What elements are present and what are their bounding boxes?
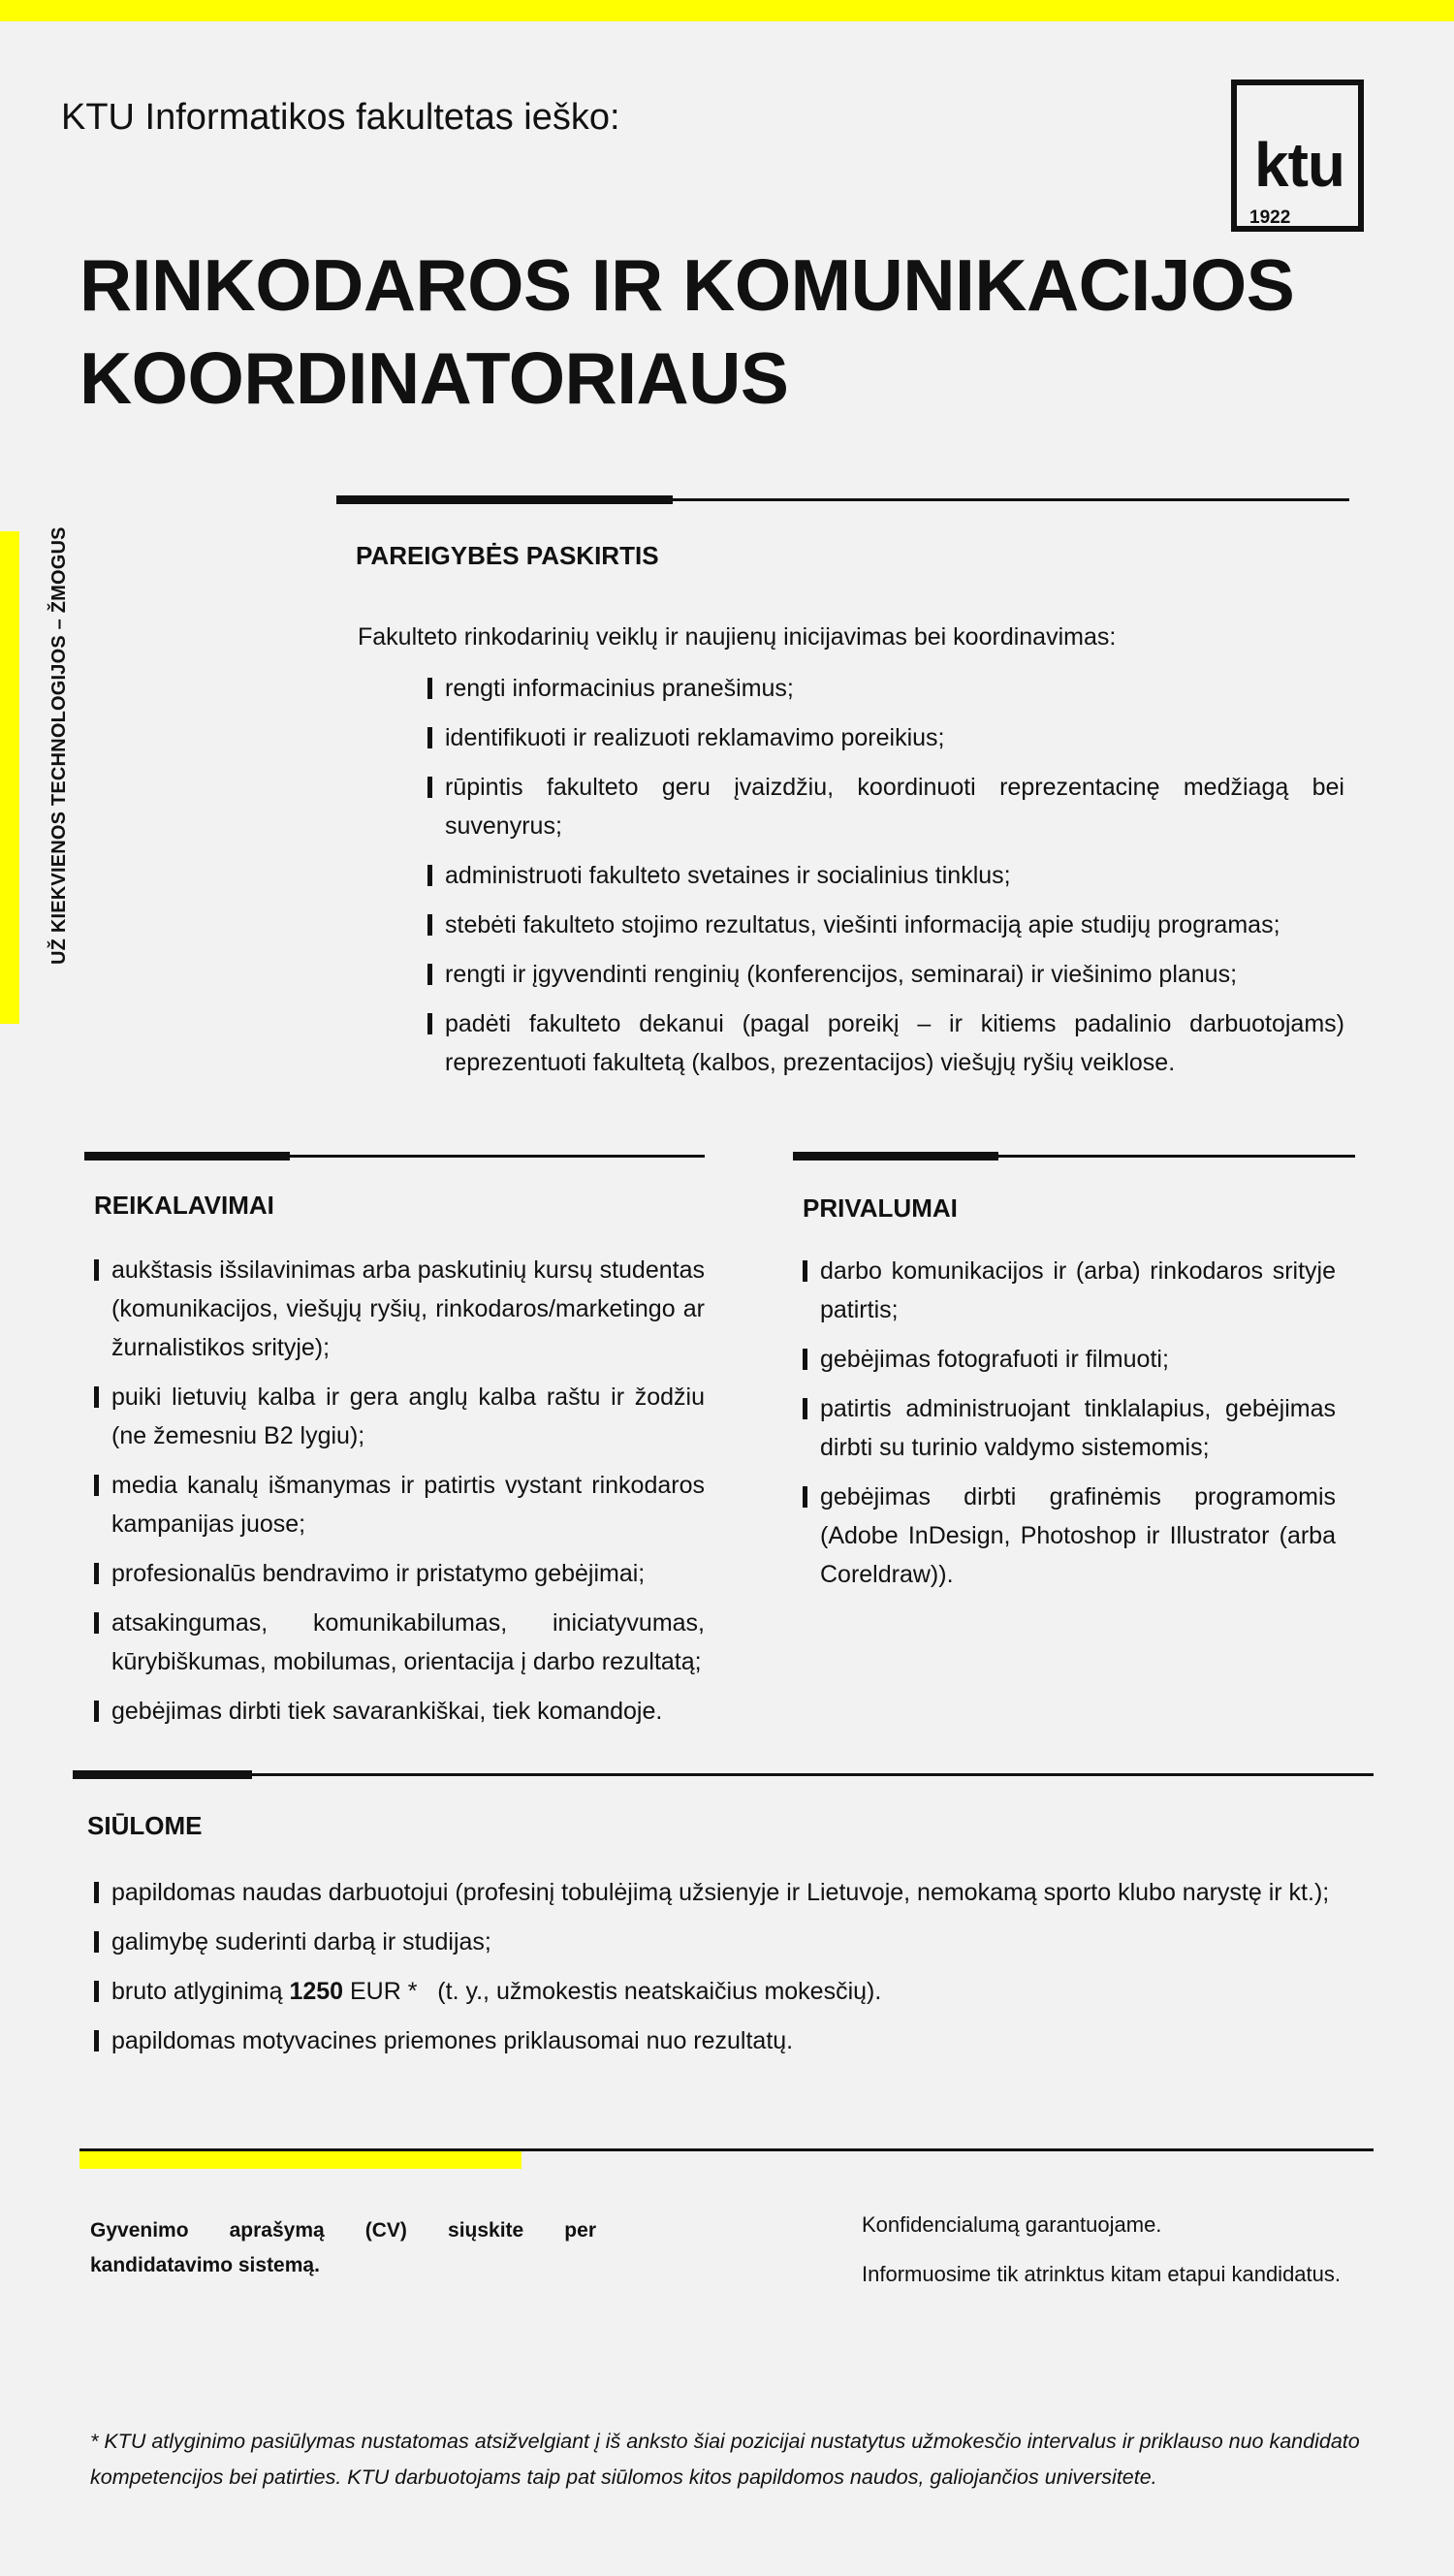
list-item: rūpintis fakulteto geru įvaizdžiu, koordinuoti reprezentacinę medžiagą bei suvenyrus;	[427, 768, 1344, 845]
divider-duties-accent	[336, 495, 673, 504]
page-title	[79, 239, 1294, 425]
logo-word: ktu	[1254, 130, 1344, 200]
offer-heading: SIŪLOME	[87, 1811, 203, 1840]
side-yellow-bar	[0, 531, 19, 1024]
list-item: rengti ir įgyvendinti renginių (konferencijos, seminarai) ir viešinimo planus;	[427, 955, 1344, 994]
advantages-heading: PRIVALUMAI	[803, 1193, 958, 1223]
offer-list	[94, 1873, 1374, 2071]
salary-footnote: * KTU atlyginimo pasiūlymas nustatomas atsižvelgiant į iš anksto šiai pozicijai nustatytus užmokesčio intervalus ir priklauso nuo kandidato kompetencijos bei patirties. KTU darbuotojams taip pat siūlomos kitos papildomos naudos, galiojančios universitete.	[90, 2430, 1360, 2489]
divider-advantages-accent	[793, 1152, 998, 1161]
top-yellow-bar	[0, 0, 1454, 21]
intro-text: KTU Informatikos fakultetas ieško:	[61, 97, 620, 138]
cv-instructions: Gyvenimo aprašymą (CV) siųskite per kandidatavimo sistemą.	[90, 2219, 596, 2276]
duties-heading: PAREIGYBĖS PASKIRTIS	[356, 541, 659, 570]
list-item: stebėti fakulteto stojimo rezultatus, viešinti informaciją apie studijų programas;	[427, 906, 1344, 944]
confidentiality-note: Konfidencialumą garantuojame.	[862, 2212, 1162, 2237]
list-item: patirtis administruojant tinklalapius, gebėjimas dirbti su turinio valdymo sistemomis;	[803, 1389, 1336, 1467]
title-line-2: KOORDINATORIAUS	[79, 337, 789, 419]
list-item	[94, 1972, 1374, 2011]
duties-list	[427, 669, 1344, 1093]
list-item: gebėjimas fotografuoti ir filmuoti;	[803, 1340, 1336, 1379]
salary-suffix: EUR * (t. y., užmokestis neatskaičius mokesčių).	[343, 1978, 882, 2005]
list-item: papildomas naudas darbuotojui (profesinį tobulėjimą užsienyje ir Lietuvoje, nemokamą sporto klubo narystę ir kt.);	[94, 1873, 1374, 1912]
list-item: atsakingumas, komunikabilumas, iniciatyvumas, kūrybiškumas, mobilumas, orientacija į darbo rezultatą;	[94, 1604, 705, 1681]
duties-lead: Fakulteto rinkodarinių veiklų ir naujienų inicijavimas bei koordinavimas:	[358, 623, 1117, 651]
requirements-list	[94, 1251, 705, 1741]
salary-prefix: bruto atlyginimą	[111, 1978, 290, 2005]
divider-requirements-accent	[84, 1152, 290, 1161]
list-item: rengti informacinius pranešimus;	[427, 669, 1344, 708]
ktu-logo	[1231, 80, 1364, 232]
list-item: gebėjimas dirbti grafinėmis programomis (Adobe InDesign, Photoshop ir Illustrator (arba Coreldraw)).	[803, 1478, 1336, 1594]
list-item: administruoti fakulteto svetaines ir socialinius tinklus;	[427, 856, 1344, 895]
list-item: galimybę suderinti darbą ir studijas;	[94, 1923, 1374, 1961]
list-item: identifikuoti ir realizuoti reklamavimo poreikius;	[427, 718, 1344, 757]
divider-offer	[73, 1773, 1374, 1776]
salary-amount: 1250	[289, 1978, 344, 2005]
divider-offer-accent	[73, 1770, 252, 1779]
requirements-heading: REIKALAVIMAI	[94, 1191, 274, 1220]
list-item: media kanalų išmanymas ir patirtis vystant rinkodaros kampanijas juose;	[94, 1466, 705, 1543]
list-item: aukštasis išsilavinimas arba paskutinių kursų studentas (komunikacijos, viešųjų ryšių, rinkodaros/marketingo ar žurnalistikos srityje);	[94, 1251, 705, 1367]
divider-contact-yellow	[79, 2151, 522, 2169]
notification-note: Informuosime tik atrinktus kitam etapui kandidatus.	[862, 2262, 1342, 2286]
list-item: profesionalūs bendravimo ir pristatymo gebėjimai;	[94, 1554, 705, 1593]
advantages-list	[803, 1252, 1336, 1605]
list-item: padėti fakulteto dekanui (pagal poreikį – ir kitiems padalinio darbuotojams) reprezentuoti fakultetą (kalbos, prezentacijos) viešųjų ryšių veiklose.	[427, 1004, 1344, 1082]
list-item: papildomas motyvacines priemones priklausomai nuo rezultatų.	[94, 2021, 1374, 2060]
list-item: darbo komunikacijos ir (arba) rinkodaros srityje patirtis;	[803, 1252, 1336, 1329]
title-line-1: RINKODAROS IR KOMUNIKACIJOS	[79, 244, 1295, 326]
list-item: puiki lietuvių kalba ir gera anglų kalba raštu ir žodžiu (ne žemesniu B2 lygiu);	[94, 1378, 705, 1455]
list-item: gebėjimas dirbti tiek savarankiškai, tiek komandoje.	[94, 1692, 705, 1731]
logo-year: 1922	[1249, 207, 1291, 228]
side-slogan: UŽ KIEKVIENOS TECHNOLOGIJOS – ŽMOGUS	[48, 526, 70, 965]
